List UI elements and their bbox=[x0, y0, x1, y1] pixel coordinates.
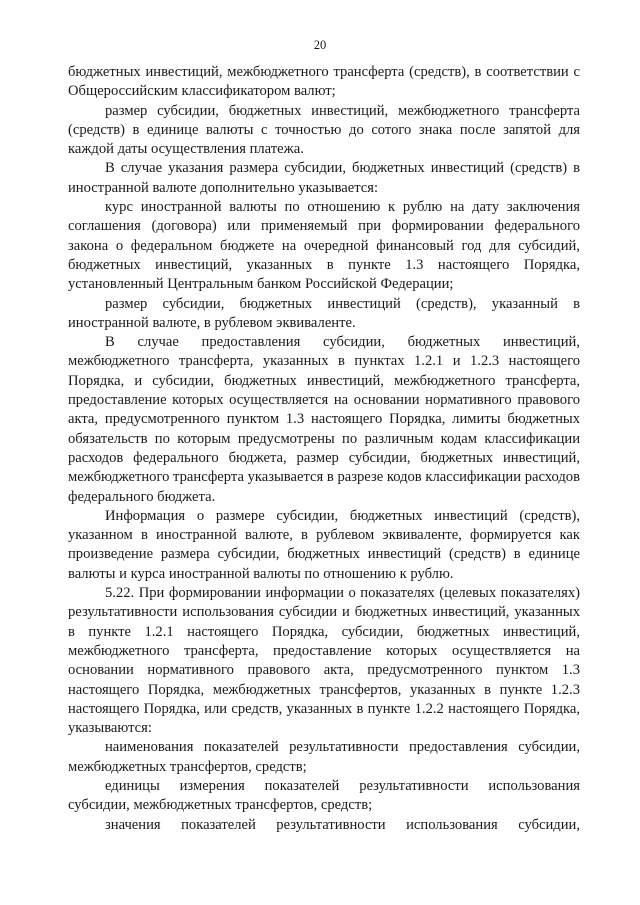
paragraph: размер субсидии, бюджетных инвестиций, межбюджетного трансферта (средств) в единице валюты с точностью до сотого знака после запятой для каждой даты осуществления платежа. bbox=[68, 102, 580, 158]
document-body bbox=[68, 63, 580, 835]
paragraph: бюджетных инвестиций, межбюджетного трансферта (средств), в соответствии с Общероссийским классификатором валют; bbox=[68, 64, 580, 100]
paragraph: 5.22. При формировании информации о показателях (целевых показателях) результативности использования субсидии и бюджетных инвестиций, указанных в пункте 1.2.1 настоящего Порядка, субсидии, бюджетных инвестиций, межбюджетного трансферта, предоставление которых осуществляется на основании нормативного правового акта, предусмотренного пунктом 1.3 настоящего Порядка, межбюджетных трансфертов, указанных в пункте 1.2.3 настоящего Порядка, или средств, указанных в пункте 1.2.2 настоящего Порядка, указываются: bbox=[68, 585, 580, 737]
paragraph: курс иностранной валюты по отношению к рублю на дату заключения соглашения (договора) или применяемый при формировании федерального закона о федеральном бюджете на очередной финансовый год для субсидий, бюджетных инвестиций, указанных в пункте 1.3 настоящего Порядка, установленный Центральным банком Российской Федерации; bbox=[68, 199, 580, 293]
paragraph: значения показателей результативности использования субсидии, bbox=[105, 816, 580, 833]
paragraph: Информация о размере субсидии, бюджетных инвестиций (средств), указанном в иностранной валюте, в рублевом эквиваленте, формируется как произведение размера субсидии, бюджетных инвестиций (средств) в единице валюты и курса иностранной валюты по отношению к рублю. bbox=[68, 507, 580, 582]
paragraph: единицы измерения показателей результативности использования субсидии, межбюджетных трансфертов, средств; bbox=[68, 777, 580, 814]
page-number: 20 bbox=[313, 38, 327, 52]
paragraph: В случае предоставления субсидии, бюджетных инвестиций, межбюджетного трансферта, указанных в пунктах 1.2.1 и 1.2.3 настоящего Порядка, и субсидии, бюджетных инвестиций, межбюджетного трансферта, предоставление которых осуществляется на основании нормативного правового акта, предусмотренного пунктом 1.3 настоящего Порядка, лимиты бюджетных обязательств по которым предусмотрены по различным кодам классификации расходов федерального бюджета, размер субсидии, бюджетных инвестиций, межбюджетного трансферта указывается в разрезе кодов классификации расходов федерального бюджета. bbox=[68, 334, 580, 505]
paragraph: размер субсидии, бюджетных инвестиций (средств), указанный в иностранной валюте, в рублевом эквиваленте. bbox=[68, 295, 580, 331]
paragraph: В случае указания размера субсидии, бюджетных инвестиций (средств) в иностранной валюте дополнительно указывается: bbox=[68, 160, 580, 196]
paragraph: наименования показателей результативности предоставления субсидии, межбюджетных трансфертов, средств; bbox=[68, 739, 580, 775]
